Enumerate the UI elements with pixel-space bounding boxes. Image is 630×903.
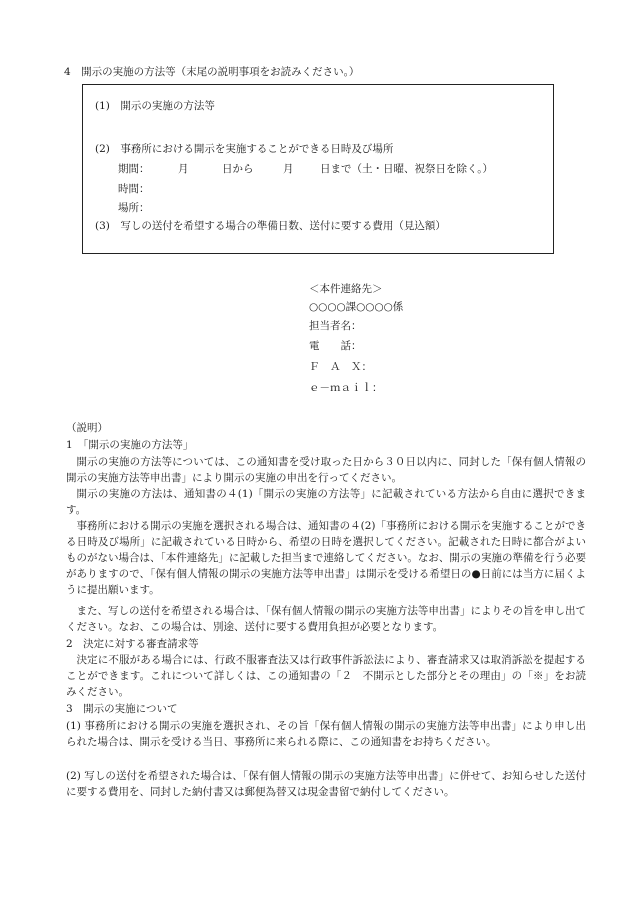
period-label: 期間：: [118, 163, 150, 175]
explanation-1-para-1: 開示の実施の方法等については、この通知書を受け取った日から３０日以内に、同封した「保有個人情報の開示の実施方法等申出書」により開示の実施の申出を行ってください。: [66, 456, 586, 484]
explanation-heading: （説明）: [66, 422, 108, 434]
time-label: 時間：: [118, 183, 150, 195]
explanation-2-para: 決定に不服がある場合には、行政不服審査法又は行政事件訴訟法により、審査請求又は取消訴訟を提起することができます。これについて詳しくは、この通知書の「２ 不開示とした部分とその理由」の「※」をお読みください。: [66, 654, 586, 698]
contact-person: 担当者名：: [309, 320, 362, 332]
explanation-1-heading: 1 「開示の実施の方法等」: [66, 439, 194, 451]
contact-phone: 電 話：: [309, 340, 362, 352]
contact-email: ｅ－ｍａｉｌ：: [309, 382, 383, 394]
period-month-2: 月: [283, 163, 294, 175]
contact-title: ＜本件連絡先＞: [309, 283, 383, 295]
period-to: 日まで（土・日曜、祝祭日を除く。）: [320, 163, 494, 175]
explanation-2-heading: 2 決定に対する審査請求等: [66, 638, 199, 650]
box-item-3: (3) 写しの送付を希望する場合の準備日数、送付に要する費用（見込額）: [95, 220, 446, 232]
explanation-3-heading: 3 開示の実施について: [66, 703, 178, 715]
box-item-1: (1) 開示の実施の方法等: [95, 100, 215, 112]
contact-department: ○○○○課○○○○係: [309, 301, 404, 313]
contact-fax: Ｆ Ａ Ｘ：: [309, 361, 372, 373]
period-month-1: 月: [178, 163, 189, 175]
explanation-3-item-1: (1) 事務所における開示の実施を選択され、その旨「保有個人情報の開示の実施方法等申出書」により申し出られた場合は、開示を受ける当日、事務所に来られる際に、この通知書をお持ちください。: [66, 720, 586, 748]
period-from: 日から: [222, 163, 254, 175]
explanation-1-para-2: 開示の実施の方法は、通知書の４(1)「開示の実施の方法等」に記載されている方法から自由に選択できます。: [66, 488, 586, 516]
explanation-1-para-4: また、写しの送付を希望される場合は、「保有個人情報の開示の実施方法等申出書」によりその旨を申し出てください。なお、この場合は、別途、送付に要する費用負担が必要となります。: [66, 605, 586, 633]
box-item-2: (2) 事務所における開示を実施することができる日時及び場所: [95, 143, 394, 155]
section-4-heading: 4 開示の実施の方法等（末尾の説明事項をお読みください。）: [64, 66, 360, 78]
place-label: 場所：: [118, 202, 150, 214]
explanation-3-item-2: (2) 写しの送付を希望された場合は、「保有個人情報の開示の実施方法等申出書」に併せて、お知らせした送付に要する費用を、同封した納付書又は郵便為替又は現金書留で納付してください。: [66, 770, 586, 798]
explanation-1-para-3: 事務所における開示の実施を選択される場合は、通知書の４(2)「事務所における開示を実施することができる日時及び場所」に記載されている日時から、希望の日時を選択してください。記載された日時に都合がよいものがない場合は、「本件連絡先」に記載した担当まで連絡してください。なお、開示の実施の準備を行う必要がありますので、「保有個人情報の開示の実施方法等申出書」は開示を受ける希望日の●日前には当方に届くように提出願います。: [66, 520, 586, 596]
